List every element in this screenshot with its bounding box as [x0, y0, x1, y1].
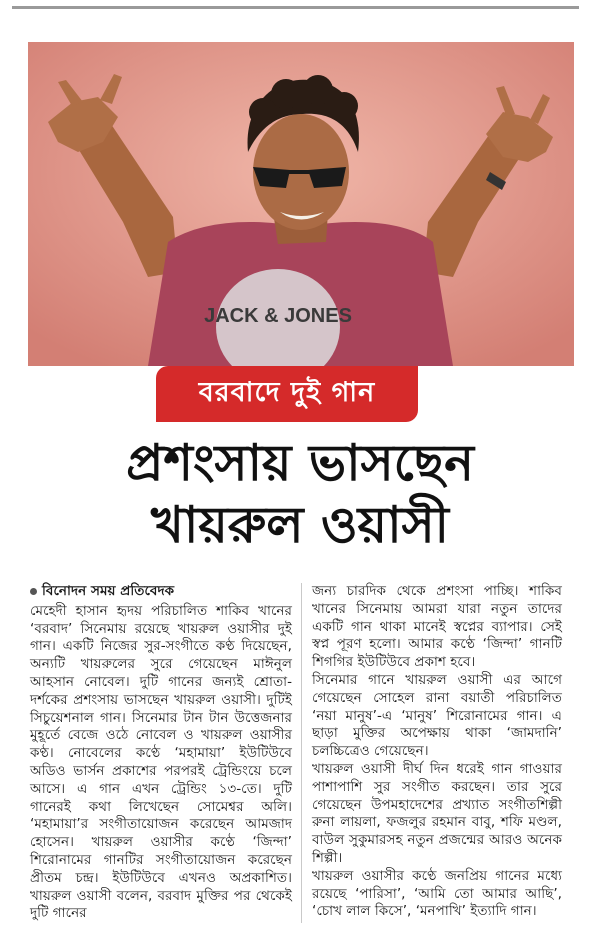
article-paragraph: সিনেমার গানে খায়রুল ওয়াসী এর আগে গেয়েছেন সোহেল রানা বয়াতী পরিচালিত ‘নয়া মানুষ’-এ ‘মানুষ’ শিরোনামের গান। এ ছাড়া মুক্তির অপেক্ষায় থাকা ‘জামদানি’ চলচ্চিত্রেও গেয়েছেন। [312, 671, 562, 760]
headline-line-1: প্রশংসায় ভাসছেন [126, 433, 474, 492]
top-rule [0, 0, 591, 10]
headline [30, 432, 570, 556]
article-body [30, 583, 564, 923]
section-kicker-banner [156, 366, 418, 422]
article-paragraph: খায়রুল ওয়াসী দীর্ঘ দিন ধরেই গান গাওয়ার পাশাপাশি সুর সংগীত করছেন। তার সুরে গেয়েছেন উপমহাদেশের প্রখ্যাত সংগীতশিল্পী রুনা লায়লা, ফজলুর রহমান বাবু, শফি মণ্ডল, বাউল সুকুমারসহ নতুন প্রজন্মের আরও অনেক শিল্পী। [312, 760, 562, 866]
singer-photo-illustration [28, 42, 574, 366]
article-paragraph: জন্য চারদিক থেকে প্রশংসা পাচ্ছি। শাকিব খানের সিনেমায় আমরা যারা নতুন তাদের একটি গান থাকা মানেই স্বপ্নের ব্যাপার। সেই স্বপ্ন পূরণ হলো। আমার কণ্ঠে ‘জিন্দা’ গানটি শিগগির ইউটিউবে প্রকাশ হবে। [312, 583, 562, 671]
shirt-print-text: JACK & JONES [204, 305, 352, 327]
column-divider [301, 583, 302, 923]
article-column-2 [312, 583, 562, 921]
section-kicker-text: বরবাদে দুই গান [198, 376, 376, 408]
article-paragraph: খায়রুল ওয়াসীর কণ্ঠে জনপ্রিয় গানের মধ্যে রয়েছে ‘পারিসা’, ‘আমি তো আমার আছি’, ‘চোখ লাল কিসে’, ‘মনপাখি’ ইত্যাদি গান। [312, 867, 562, 920]
byline-text: বিনোদন সময় প্রতিবেদক [42, 583, 175, 599]
byline [30, 583, 292, 601]
singer-photo [28, 42, 574, 366]
bullet-icon [30, 588, 37, 595]
article-paragraph: মেহেদী হাসান হৃদয় পরিচালিত শাকিব খানের ‘বরবাদ’ সিনেমায় রয়েছে খায়রুল ওয়াসীর দুই গান। একটি নিজের সুর-সংগীতে কণ্ঠ দিয়েছেন, অন্যটি খায়রুলের সুরে গেয়েছেন মাঈনুল আহসান নোবেল। দুটি গানের জন্যই শ্রোতা-দর্শকের প্রশংসায় ভাসছেন খায়রুল ওয়াসী। দুটিই সিচুয়েশনাল গান। সিনেমার টান টান উত্তেজনার মুহূর্তে বেজে ওঠে নোবেল ও খায়রুল ওয়াসীর কণ্ঠ। নোবেলের কণ্ঠে ‘মহামায়া’ ইউটিউবে অডিও ভার্সন প্রকাশের পরপরই ট্রেন্ডিংয়ে চলে আসে। এ গান এখন ট্রেন্ডিং ১৩-তে। দুটি গানেরই কথা লিখেছেন সোমেশ্বর অলি। ‘মহামায়া’র সংগীতায়োজন করেছেন আমজাদ হোসেন। খায়রুল ওয়াসীর কণ্ঠে ‘জিন্দা’ শিরোনামের গানটির সংগীতায়োজন করেছেন প্রীতম চন্দ্র। ইউটিউবে এখনও অপ্রকাশিত। খায়রুল ওয়াসী বলেন, বরবাদ মুক্তির পর থেকেই দুটি গানের [30, 602, 292, 922]
headline-line-2: খায়রুল ওয়াসী [151, 495, 449, 554]
article-column-1 [30, 583, 292, 923]
